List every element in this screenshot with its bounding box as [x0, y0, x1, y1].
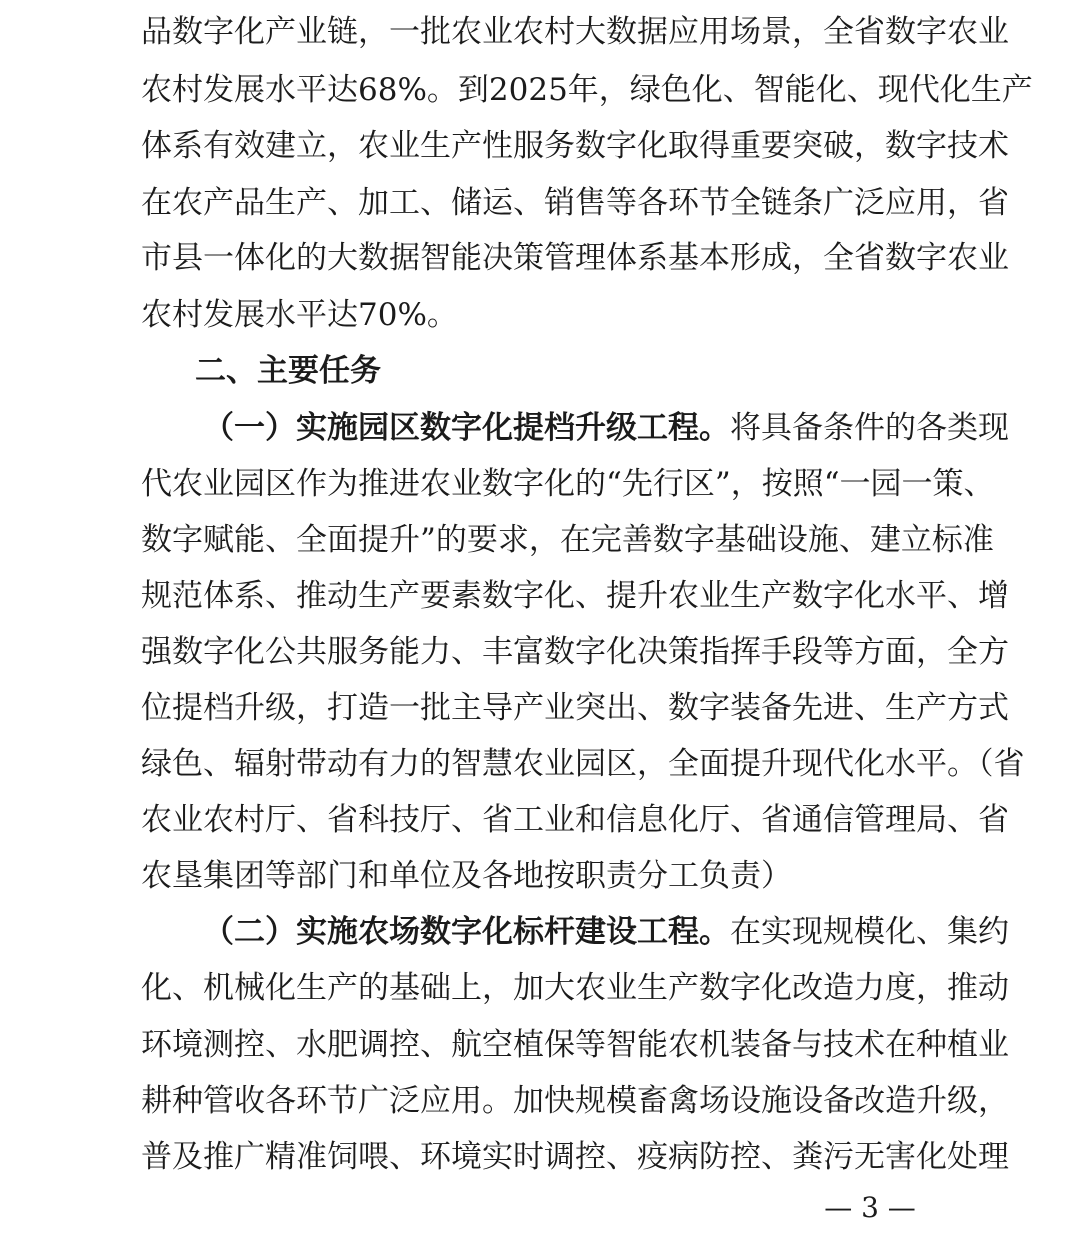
paragraph-line: 农业农村厅、省科技厅、省工业和信息化厅、省通信管理局、省 — [141, 802, 1009, 838]
paragraph-line: 市县一体化的大数据智能决策管理体系基本形成，全省数字农业 — [141, 240, 1009, 276]
paragraph-line: 代农业园区作为推进农业数字化的“先行区”，按照“一园一策、 — [141, 466, 995, 502]
task-1-first-line — [203, 399, 1009, 457]
paragraph-line: 化、机械化生产的基础上，加大农业生产数字化改造力度，推动 — [141, 970, 1009, 1006]
page-number: — 3 — — [824, 1191, 916, 1224]
paragraph-line: 规范体系、推动生产要素数字化、提升农业生产数字化水平、增 — [141, 578, 1009, 614]
paragraph-line: 体系有效建立，农业生产性服务数字化取得重要突破，数字技术 — [141, 128, 1009, 164]
paragraph-line: 品数字化产业链，一批农业农村大数据应用场景，全省数字农业 — [141, 14, 1009, 50]
paragraph-line: 农村发展水平达70%。 — [141, 297, 458, 333]
paragraph-line: 普及推广精准饲喂、环境实时调控、疫病防控、粪污无害化处理 — [141, 1139, 1009, 1175]
paragraph-line: 农村发展水平达68%。到2025年，绿色化、智能化、现代化生产 — [141, 72, 1033, 108]
section-heading: 二、主要任务 — [195, 353, 381, 389]
paragraph-line: 绿色、辐射带动有力的智慧农业园区，全面提升现代化水平。（省 — [141, 746, 1025, 782]
task-2-first-line — [203, 903, 1009, 961]
paragraph-line: 位提档升级，打造一批主导产业突出、数字装备先进、生产方式 — [141, 690, 1009, 726]
task-2-first-line-rest: 在实现规模化、集约 — [730, 914, 1009, 950]
paragraph-line: 农垦集团等部门和单位及各地按职责分工负责） — [141, 858, 792, 894]
task-2-title: （二）实施农场数字化标杆建设工程。 — [203, 914, 730, 950]
paragraph-line: 强数字化公共服务能力、丰富数字化决策指挥手段等方面，全方 — [141, 634, 1009, 670]
paragraph-line: 环境测控、水肥调控、航空植保等智能农机装备与技术在种植业 — [141, 1027, 1009, 1063]
paragraph-line: 在农产品生产、加工、储运、销售等各环节全链条广泛应用，省 — [141, 185, 1009, 221]
paragraph-line: 耕种管收各环节广泛应用。加快规模畜禽场设施设备改造升级， — [141, 1083, 1009, 1119]
paragraph-line: 数字赋能、全面提升”的要求，在完善数字基础设施、建立标准 — [141, 522, 994, 558]
task-1-title: （一）实施园区数字化提档升级工程。 — [203, 410, 730, 446]
task-1-first-line-rest: 将具备条件的各类现 — [730, 410, 1009, 446]
